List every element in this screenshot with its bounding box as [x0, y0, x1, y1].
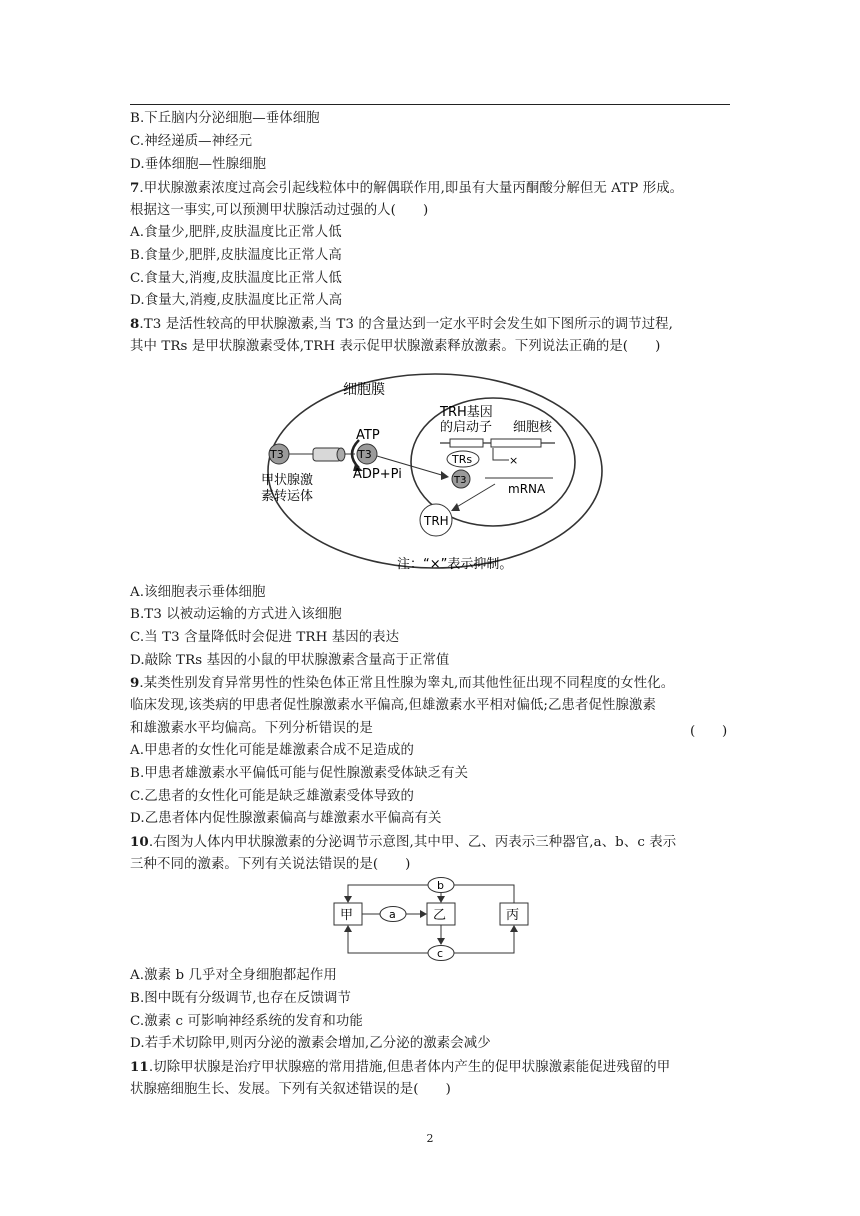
header-rule	[130, 104, 730, 105]
q10-option-c: C.激素 c 可影响神经系统的发育和功能	[130, 1014, 363, 1029]
figure-note: 注：“×”表示抑制。	[397, 557, 513, 572]
q7-option-a: A.食量少,肥胖,皮肤温度比正常人低	[130, 225, 342, 240]
cell-membrane-outline	[268, 374, 602, 568]
q9-option-d: D.乙患者体内促性腺激素偏高与雄激素水平偏高有关	[130, 811, 442, 826]
q10-option-b: B.图中既有分级调节,也存在反馈调节	[130, 991, 352, 1006]
thyroid-regulation-diagram	[326, 876, 538, 966]
q11-stem-text: .切除甲状腺是治疗甲状腺癌的常用措施,但患者体内产生的促甲状腺激素能促进残留的甲	[148, 1060, 671, 1075]
q11-stem-line2: 状腺癌细胞生长、发展。下列有关叙述错误的是( )	[130, 1082, 451, 1097]
q8-option-d: D.敲除 TRs 基因的小鼠的甲状腺激素含量高于正常值	[130, 653, 450, 668]
t3-label-nucleus: T3	[454, 475, 467, 486]
q9-answer-bracket: ( )	[690, 724, 728, 739]
q8-stem-text: .T3 是活性较高的甲状腺激素,当 T3 的含量达到一定水平时会发生如下图所示的调节过程,	[139, 317, 674, 332]
q8-option-c: C.当 T3 含量降低时会促进 TRH 基因的表达	[130, 630, 400, 645]
q6-option-b: B.下丘脑内分泌细胞—垂体细胞	[130, 111, 320, 126]
trh-label: TRH	[424, 514, 449, 528]
q9-stem-line1	[130, 674, 674, 693]
q6-option-d: D.垂体细胞—性腺细胞	[130, 157, 267, 172]
q7-stem-line1	[130, 179, 683, 198]
page-number: 2	[426, 1132, 434, 1145]
gene-block	[491, 439, 541, 447]
nucleus-label: 细胞核	[513, 420, 553, 435]
q10-option-a: A.激素 b 几乎对全身细胞都起作用	[130, 968, 337, 983]
transporter-label-2: 素转运体	[261, 489, 314, 504]
hormone-c-label: c	[437, 947, 444, 960]
promoter-block	[450, 439, 483, 447]
hormone-a-label: a	[389, 908, 396, 921]
q7-stem-line2: 根据这一事实,可以预测甲状腺活动过强的人( )	[130, 203, 429, 218]
q7-option-d: D.食量大,消瘦,皮肤温度比正常人高	[130, 293, 343, 308]
q9-number: 9	[130, 675, 140, 691]
q9-option-b: B.甲患者雄激素水平偏低可能与促性腺激素受体缺乏有关	[130, 766, 469, 781]
q7-number: 7	[130, 180, 140, 196]
trh-gene-label-2: 的启动子	[440, 420, 493, 435]
q9-stem-line2: 临床发现,该类病的甲患者促性腺激素水平偏高,但雄激素水平相对偏低;乙患者促性腺激素	[130, 698, 656, 713]
mrna-label: mRNA	[508, 482, 546, 496]
q6-option-c: C.神经递质—神经元	[130, 134, 253, 149]
q8-stem-line2: 其中 TRs 是甲状腺激素受体,TRH 表示促甲状腺激素释放激素。下列说法正确的是( )	[130, 339, 661, 354]
atp-label: ATP	[356, 428, 380, 443]
trh-regulation-diagram	[255, 368, 615, 580]
q9-option-c: C.乙患者的女性化可能是缺乏雄激素受体导致的	[130, 789, 415, 804]
adp-label: ADP+Pi	[353, 467, 402, 482]
trh-gene-label-1: TRH基因	[440, 405, 493, 420]
cell-membrane-label: 细胞膜	[343, 382, 385, 398]
q8-stem-line1	[130, 315, 673, 334]
q7-stem-text: .甲状腺激素浓度过高会引起线粒体中的解偶联作用,即虽有大量丙酮酸分解但无 ATP 形成。	[139, 181, 684, 196]
q11-stem-line1	[130, 1058, 670, 1077]
q8-option-b: B.T3 以被动运输的方式进入该细胞	[130, 607, 342, 622]
transporter-label-1: 甲状腺激	[261, 473, 314, 488]
inhibit-mark: ×	[509, 454, 519, 467]
q7-option-c: C.食量大,消瘦,皮肤温度比正常人低	[130, 271, 342, 286]
q9-option-a: A.甲患者的女性化可能是雄激素合成不足造成的	[130, 743, 414, 758]
q10-number: 10	[130, 834, 149, 850]
t3-label-cytoplasm: T3	[358, 448, 372, 461]
q10-stem-line2: 三种不同的激素。下列有关说法错误的是( )	[130, 857, 411, 872]
q9-stem-text: .某类性别发育异常男性的性染色体正常且性腺为睾丸,而其他性征出现不同程度的女性化。	[139, 676, 675, 691]
t3-label-outside: T3	[270, 448, 284, 461]
q7-option-b: B.食量少,肥胖,皮肤温度比正常人高	[130, 248, 342, 263]
q11-number: 11	[130, 1059, 149, 1075]
q8-option-a: A.该细胞表示垂体细胞	[130, 585, 266, 600]
trs-label: TRs	[452, 453, 473, 466]
organ-bing-label: 丙	[506, 908, 520, 923]
q10-option-d: D.若手术切除甲,则丙分泌的激素会增加,乙分泌的激素会减少	[130, 1036, 491, 1051]
q10-stem-text: .右图为人体内甲状腺激素的分泌调节示意图,其中甲、乙、丙表示三种器官,a、b、c 表示	[148, 835, 677, 850]
q9-stem-line3: 和雄激素水平均偏高。下列分析错误的是	[130, 721, 373, 736]
organ-jia-label: 甲	[340, 908, 354, 923]
q10-stem-line1	[130, 833, 676, 852]
hormone-b-label: b	[437, 879, 444, 892]
q8-number: 8	[130, 316, 140, 332]
organ-yi-label: 乙	[433, 908, 447, 923]
